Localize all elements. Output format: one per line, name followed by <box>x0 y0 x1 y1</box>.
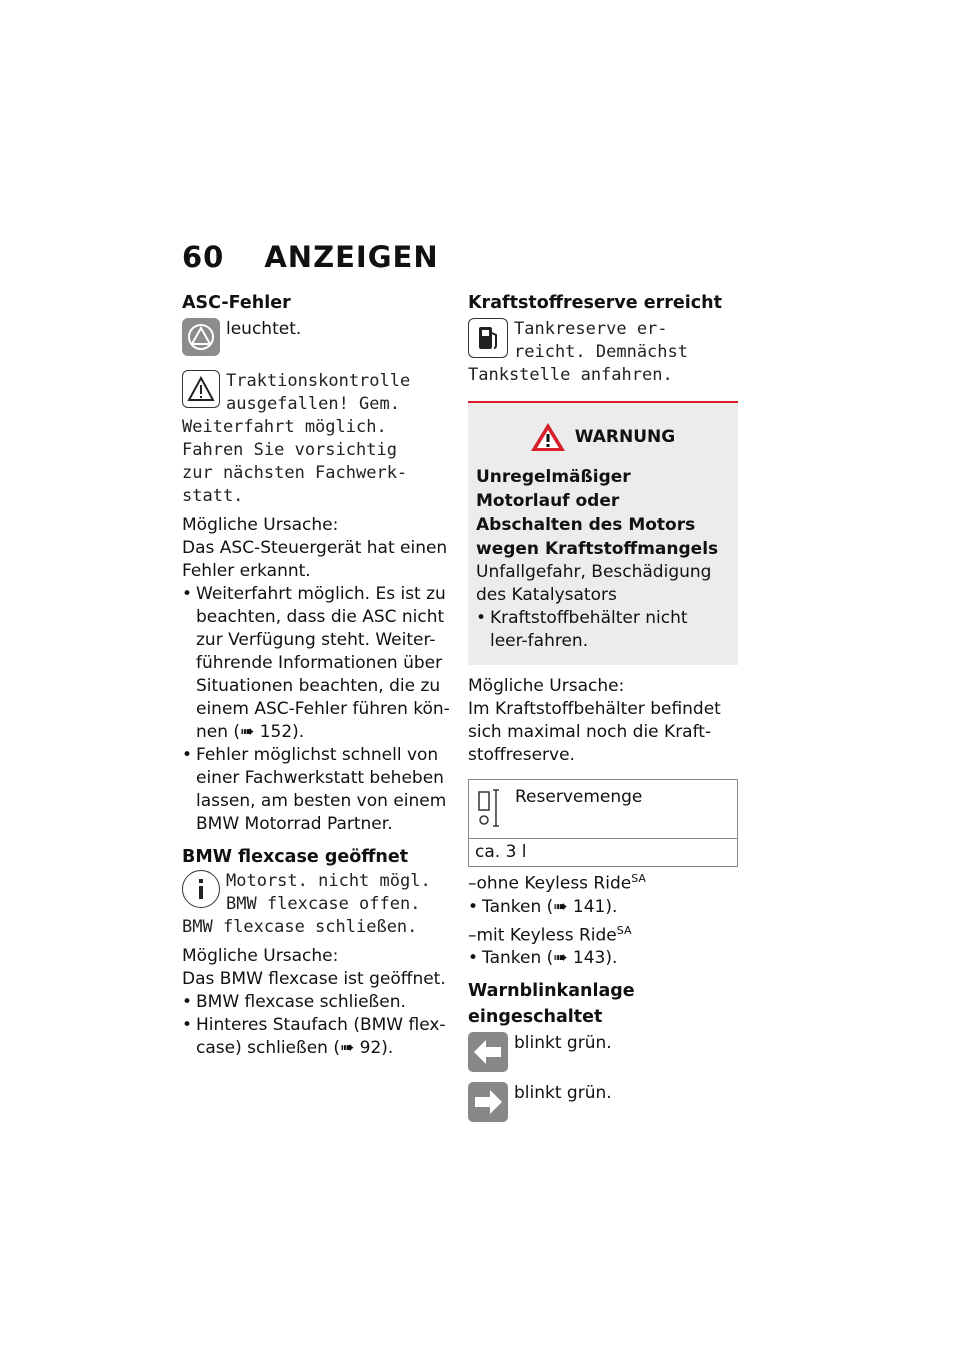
asc-cause-label: Mögliche Ursache: <box>182 515 339 535</box>
info-icon <box>182 870 220 908</box>
flexcase-display-line3: BMW flexcase schließen. <box>182 917 418 937</box>
asc-display-line1: Traktionskontrolle <box>226 371 411 391</box>
fuel-pump-icon <box>468 318 508 358</box>
fuel-display-line2: reicht. Demnächst <box>514 342 688 362</box>
turn-signal-left-icon <box>468 1032 508 1072</box>
asc-display-line5: zur nächsten Fachwerk- <box>182 463 408 483</box>
warning-text: Unfallgefahr, Beschädigung des Katalysators <box>476 562 712 605</box>
flexcase-display-line1: Motorst. nicht mögl. <box>226 871 431 891</box>
fuel-level-icon <box>469 780 509 838</box>
warning-title <box>476 421 728 453</box>
option-with-keyless <box>468 919 738 948</box>
fuel-cause-label: Mögliche Ursache: <box>468 676 625 696</box>
reserve-table-header <box>469 780 737 839</box>
asc-light-text: leuchtet. <box>226 319 302 339</box>
warning-triangle-icon <box>529 421 567 453</box>
page-header <box>182 240 439 274</box>
option1-sup: SA <box>631 872 646 885</box>
asc-display-line4: Fahren Sie vorsichtig <box>182 440 397 460</box>
reserve-table-value: ca. 3 l <box>475 842 527 862</box>
asc-display-row <box>182 370 452 416</box>
fuel-display-line3: Tankstelle anfahren. <box>468 365 673 385</box>
asc-warning-light-icon <box>182 318 220 356</box>
asc-display-line6: statt. <box>182 486 244 506</box>
fuel-display-line1: Tankreserve er- <box>514 319 668 339</box>
option2-sup: SA <box>616 923 632 937</box>
option2-label: –mit Keyless Ride <box>468 925 617 946</box>
reserve-table <box>468 779 738 867</box>
right-column <box>468 290 738 1122</box>
hazard-title-line1: Warnblinkanlage <box>468 981 635 1002</box>
hazard-left-row <box>468 1032 738 1072</box>
flexcase-display-line2: BMW flexcase offen. <box>226 894 421 914</box>
fuel-cause-text: Im Kraftstoffbehälter befindet sich maximal noch die Kraft-stoffreserve. <box>468 699 721 765</box>
warning-heading: Unregelmäßiger Motorlauf oder Abschalten des Motors wegen Kraftstoffmangels <box>476 467 719 559</box>
page-title: ANZEIGEN <box>264 240 439 274</box>
asc-display-line3: Weiterfahrt möglich. <box>182 417 387 437</box>
option2-bullets <box>468 947 738 970</box>
page-number: 60 <box>182 240 225 274</box>
hazard-right-text: blinkt grün. <box>514 1083 612 1104</box>
asc-bullet-1: • Weiterfahrt möglich. Es ist zu beachten, dass die ASC nicht zur Verfügung steht. Weiter-führende Informationen über Situationen beachten, die zu einem ASC-Fehler führen kön-nen (➠ 152). <box>182 583 452 744</box>
reserve-table-header-label: Reservemenge <box>515 787 643 807</box>
warning-triangle-icon <box>182 370 220 408</box>
asc-bullet-2: • Fehler möglichst schnell von einer Fachwerkstatt beheben lassen, am besten von einem BMW Motorrad Partner. <box>182 744 452 836</box>
warning-bullets <box>476 607 728 653</box>
hazard-title-line2: eingeschaltet <box>468 1007 603 1028</box>
asc-title: ASC-Fehler <box>182 293 291 313</box>
warning-bullet: • Kraftstoffbehälter nicht leer-fahren. <box>476 607 728 653</box>
warning-label: WARNUNG <box>574 427 676 447</box>
left-column <box>182 290 452 1060</box>
option1-bullets <box>468 896 738 919</box>
flexcase-bullet-1: • BMW flexcase schließen. <box>182 991 452 1014</box>
option2-bullet: • Tanken (➠ 143). <box>468 947 738 970</box>
hazard-left-text: blinkt grün. <box>514 1033 612 1054</box>
flexcase-cause-text: Das BMW flexcase ist geöffnet. <box>182 969 446 989</box>
asc-light-row <box>182 318 452 356</box>
fuel-title: Kraftstoffreserve erreicht <box>468 293 722 313</box>
option1-label: –ohne Keyless Ride <box>468 873 632 894</box>
flexcase-title: BMW flexcase geöffnet <box>182 847 409 867</box>
hazard-right-row <box>468 1082 738 1122</box>
option-without-keyless <box>468 867 738 896</box>
flexcase-cause-label: Mögliche Ursache: <box>182 946 339 966</box>
flexcase-bullets <box>182 991 452 1060</box>
warning-box <box>468 401 738 665</box>
asc-bullets <box>182 583 452 836</box>
turn-signal-right-icon <box>468 1082 508 1122</box>
flexcase-bullet-2: • Hinteres Staufach (BMW flex-case) schließen (➠ 92). <box>182 1014 452 1060</box>
option1-bullet: • Tanken (➠ 141). <box>468 896 738 919</box>
flexcase-display-row <box>182 870 452 916</box>
fuel-display-row <box>468 318 738 364</box>
asc-cause-text: Das ASC-Steuergerät hat einen Fehler erkannt. <box>182 538 448 581</box>
asc-display-line2: ausgefallen! Gem. <box>226 394 400 414</box>
